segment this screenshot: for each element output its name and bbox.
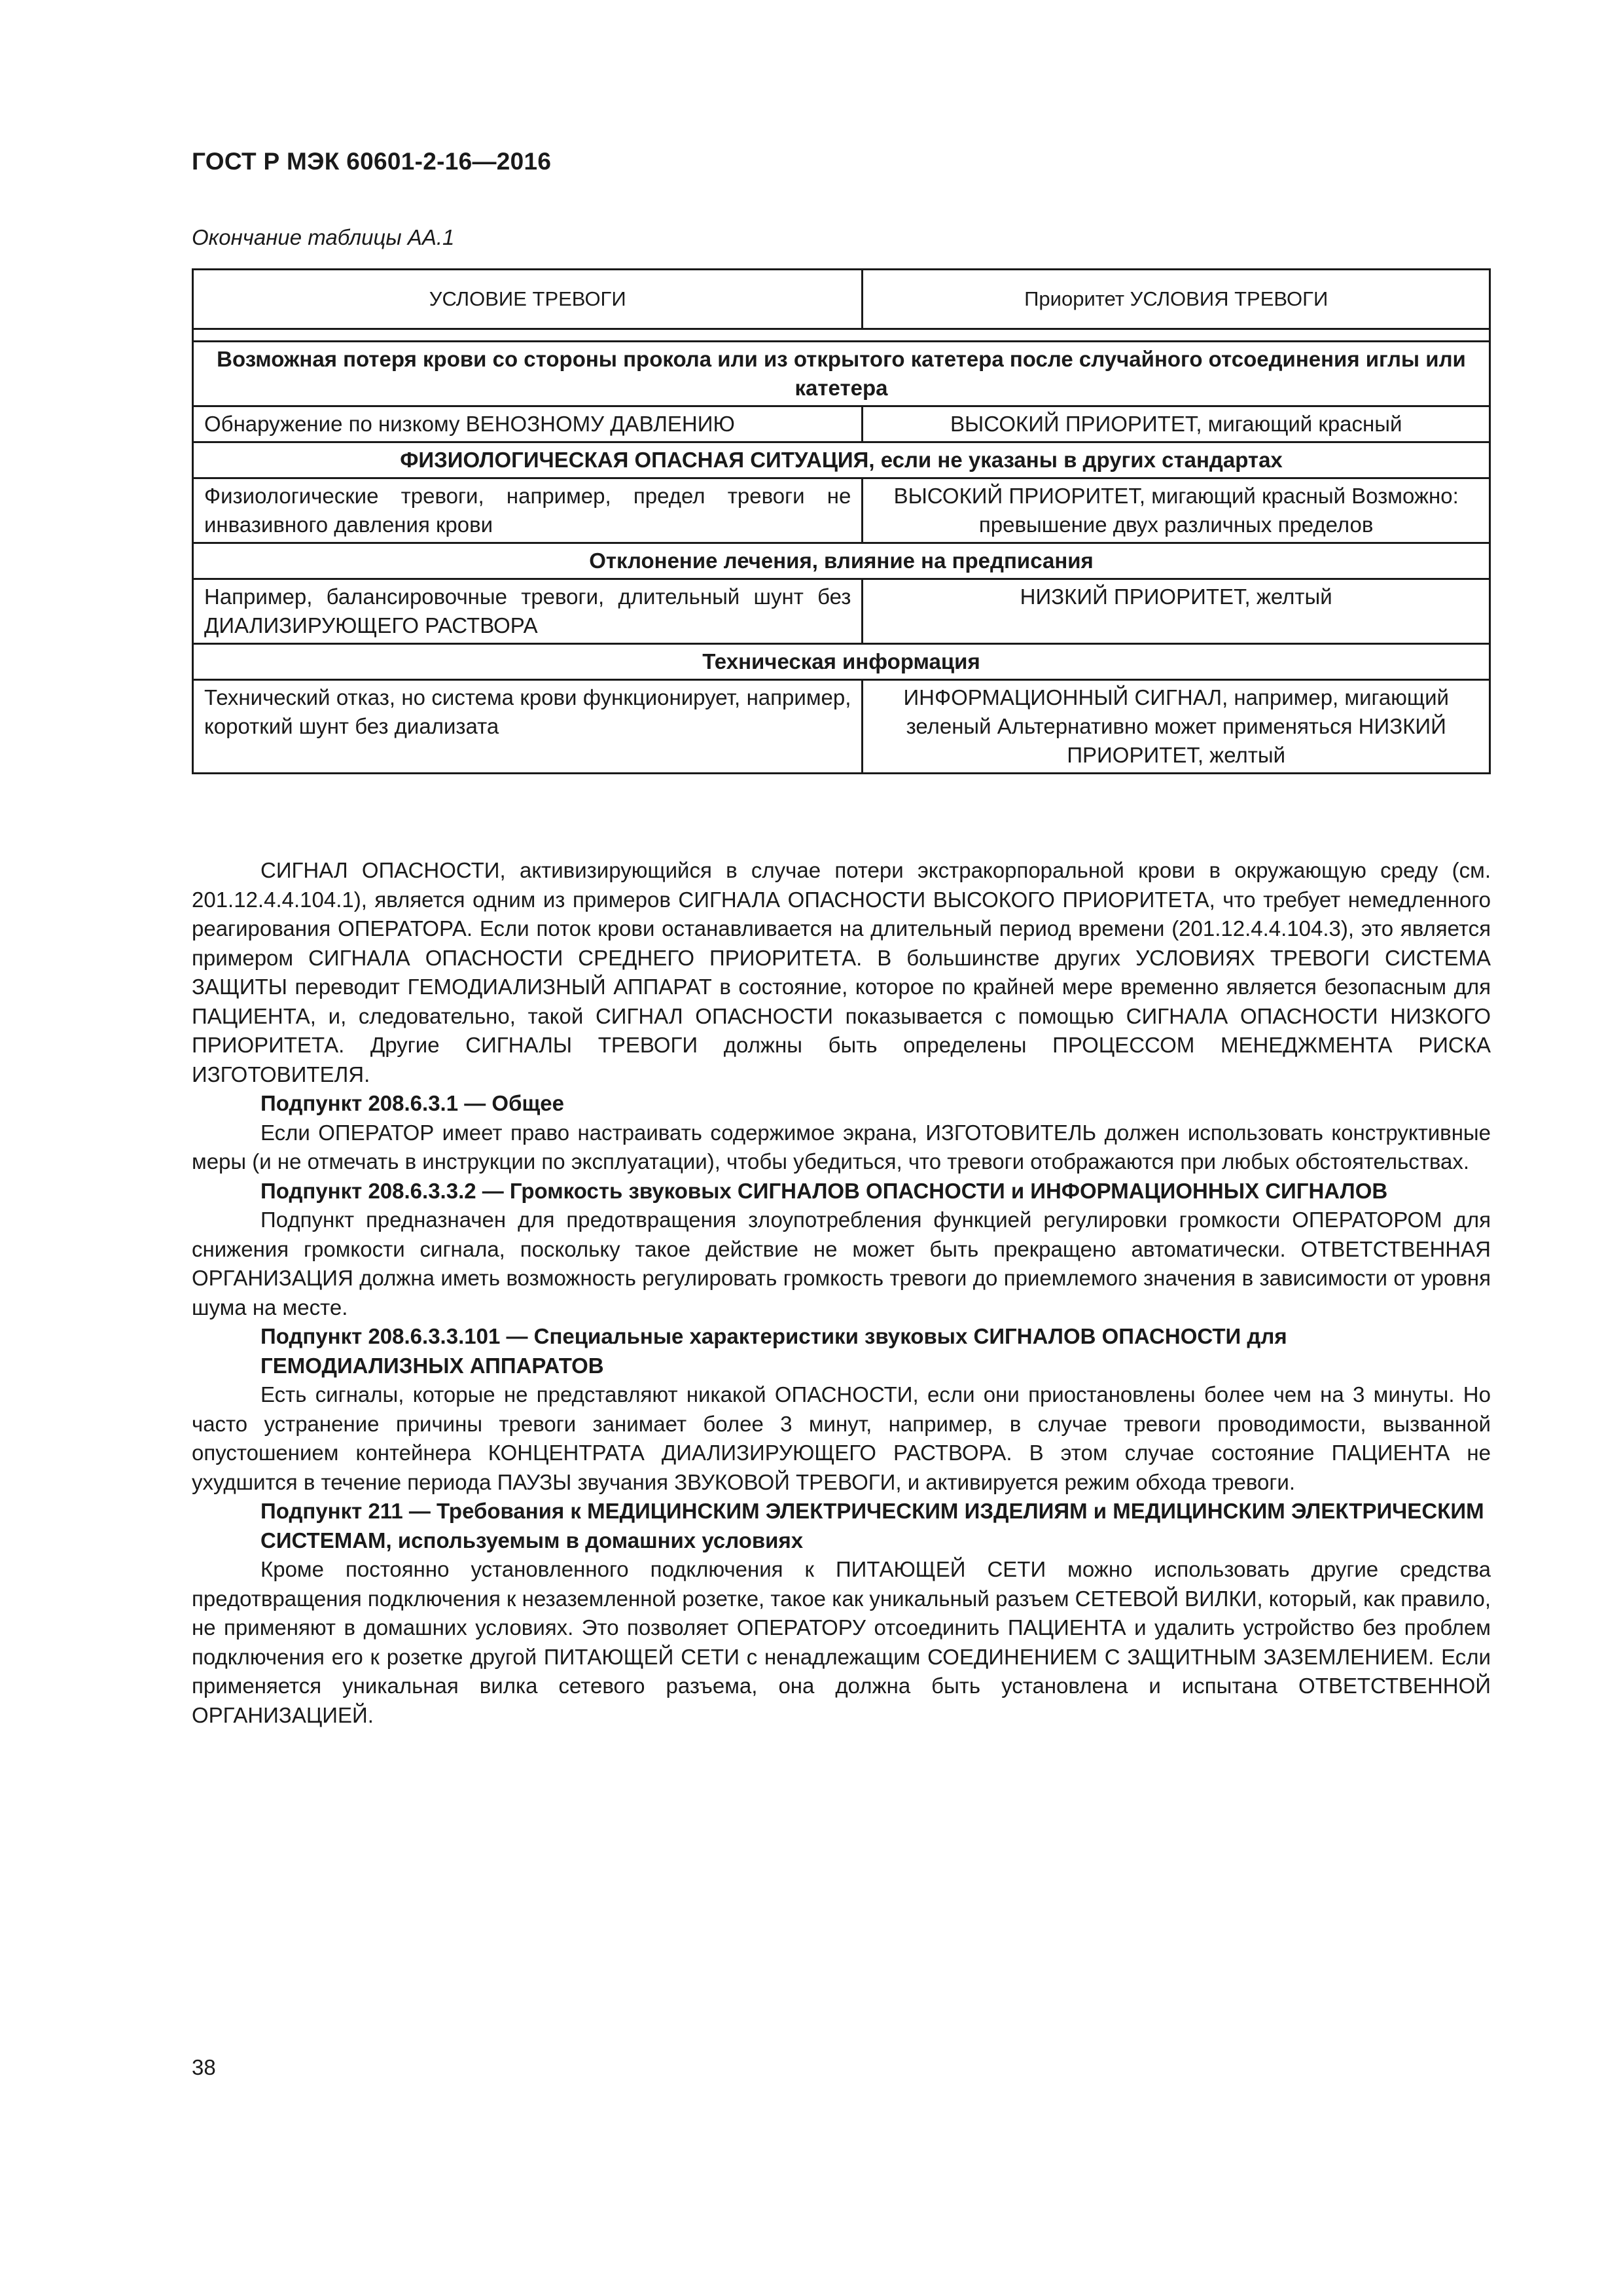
subclause-text: Есть сигналы, которые не представляют никакой ОПАСНОСТИ, если они приостановлены более чем на 3 минуты. Но часто устранение причины тревоги занимает более 3 минут, например, в случае тревоги проводимости, вызванной опустошением контейнера КОНЦЕНТРАТА ДИАЛИЗИРУЮЩЕГО РАСТВОРА. В этом случае состояние ПАЦИЕНТА не ухудшится в течение периода ПАУЗЫ звучания ЗВУКОВОЙ ТРЕВОГИ, и активируется режим обхода тревоги. xyxy=(192,1382,1491,1494)
table-row xyxy=(193,406,1490,442)
alarm-priority-table xyxy=(192,268,1491,774)
subclause-text: Если ОПЕРАТОР имеет право настраивать содержимое экрана, ИЗГОТОВИТЕЛЬ должен использовать конструктивные меры (и не отмечать в инструкции по эксплуатации), чтобы убедиться, что тревоги отображаются при любых обстоятельствах. xyxy=(192,1120,1491,1174)
condition-cell: Технический отказ, но система крови функционирует, например, короткий шунт без диализата xyxy=(193,680,863,774)
table-row xyxy=(193,680,1490,774)
col-header-condition: УСЛОВИЕ ТРЕВОГИ xyxy=(193,270,863,329)
table-section-title xyxy=(193,644,1490,680)
body-text xyxy=(192,856,1491,1730)
section-title-blood-loss: Возможная потеря крови со стороны прокола или из открытого катетера после случайного отсоединения иглы или катетера xyxy=(193,342,1490,406)
header-separator xyxy=(193,329,1490,342)
subclause-text: Подпункт предназначен для предотвращения злоупотребления функцией регулировки громкости ОПЕРАТОРОМ для снижения громкости сигнала, поскольку такое действие не может быть прекращено автоматически. ОТВЕТСТВЕННАЯ ОРГАНИЗАЦИЯ должна иметь возможность регулировать громкость тревоги до приемлемого значения в зависимости от уровня шума на месте. xyxy=(192,1208,1491,1319)
table-row xyxy=(193,478,1490,543)
section-title-treatment-deviation: Отклонение лечения, влияние на предписания xyxy=(193,543,1490,579)
subclause-text: Кроме постоянно установленного подключения к ПИТАЮЩЕЙ СЕТИ можно использовать другие средства предотвращения подключения к незаземленной розетке, такое как уникальный разъем СЕТЕВОЙ ВИЛКИ, который, как правило, не применяют в домашних условиях. Это позволяет ОПЕРАТОРУ отсоединить ПАЦИЕНТА и удалить устройство без проблем подключения его к розетке другой ПИТАЮЩЕЙ СЕТИ с ненадлежащим СОЕДИНЕНИЕМ С ЗАЩИТНЫМ ЗАЗЕМЛЕНИЕМ. Если применяется уникальная вилка сетевого разъема, она должна быть установлена и испытана ОТВЕТСТВЕННОЙ ОРГАНИЗАЦИЕЙ. xyxy=(192,1557,1491,1727)
table-section-title xyxy=(193,442,1490,478)
subclause-heading: Подпункт 211 — Требования к МЕДИЦИНСКИМ ЭЛЕКТРИЧЕСКИМ ИЗДЕЛИЯМ и МЕДИЦИНСКИМ ЭЛЕКТРИЧЕСКИМ СИСТЕМАМ, используемым в домашних условиях xyxy=(260,1499,1484,1552)
intro-paragraph: СИГНАЛ ОПАСНОСТИ, активизирующийся в случае потери экстракорпоральной крови в окружающую среду (см. 201.12.4.4.104.1), является одним из примеров СИГНАЛА ОПАСНОСТИ ВЫСОКОГО ПРИОРИТЕТА, что требует немедленного реагирования ОПЕРАТОРА. Если поток крови останавливается на длительный период времени (201.12.4.4.104.3), это является примером СИГНАЛА ОПАСНОСТИ СРЕДНЕГО ПРИОРИТЕТА. В большинстве других УСЛОВИЯХ ТРЕВОГИ СИСТЕМА ЗАЩИТЫ переводит ГЕМОДИАЛИЗНЫЙ АППАРАТ в состояние, которое по крайней мере временно является безопасным для ПАЦИЕНТА, и, следовательно, такой СИГНАЛ ОПАСНОСТИ показывается с помощью СИГНАЛА ОПАСНОСТИ НИЗКОГО ПРИОРИТЕТА. Другие СИГНАЛЫ ТРЕВОГИ должны быть определены ПРОЦЕССОМ МЕНЕДЖМЕНТА РИСКА ИЗГОТОВИТЕЛЯ. xyxy=(192,858,1491,1086)
section-title-technical: Техническая информация xyxy=(193,644,1490,680)
subclause-heading: Подпункт 208.6.3.3.101 — Специальные характеристики звуковых СИГНАЛОВ ОПАСНОСТИ для ГЕМОДИАЛИЗНЫХ АППАРАТОВ xyxy=(260,1324,1287,1378)
priority-cell: ВЫСОКИЙ ПРИОРИТЕТ, мигающий красный Возможно: превышение двух различных пределов xyxy=(863,478,1490,543)
table-section-title xyxy=(193,342,1490,406)
table-row xyxy=(193,579,1490,644)
table-section-title xyxy=(193,543,1490,579)
condition-cell: Например, балансировочные тревоги, длительный шунт без ДИАЛИЗИРУЮЩЕГО РАСТВОРА xyxy=(193,579,863,644)
priority-cell: ИНФОРМАЦИОННЫЙ СИГНАЛ, например, мигающий зеленый Альтернативно может применяться НИЗКИЙ ПРИОРИТЕТ, желтый xyxy=(863,680,1490,774)
table-caption: Окончание таблицы АА.1 xyxy=(192,225,455,249)
subclause-heading: Подпункт 208.6.3.3.2 — Громкость звуковых СИГНАЛОВ ОПАСНОСТИ и ИНФОРМАЦИОННЫХ СИГНАЛОВ xyxy=(260,1178,1388,1203)
subclause-heading: Подпункт 208.6.3.1 — Общее xyxy=(260,1091,565,1115)
page-number: 38 xyxy=(192,2055,216,2079)
condition-cell: Физиологические тревоги, например, предел тревоги не инвазивного давления крови xyxy=(193,478,863,543)
priority-cell: НИЗКИЙ ПРИОРИТЕТ, желтый xyxy=(863,579,1490,644)
document-header: ГОСТ Р МЭК 60601-2-16—2016 xyxy=(192,148,552,175)
table-header-row xyxy=(193,270,1490,329)
priority-cell: ВЫСОКИЙ ПРИОРИТЕТ, мигающий красный xyxy=(863,406,1490,442)
col-header-priority: Приоритет УСЛОВИЯ ТРЕВОГИ xyxy=(863,270,1490,329)
condition-cell: Обнаружение по низкому ВЕНОЗНОМУ ДАВЛЕНИЮ xyxy=(193,406,863,442)
section-title-physiological: ФИЗИОЛОГИЧЕСКАЯ ОПАСНАЯ СИТУАЦИЯ, если не указаны в других стандартах xyxy=(193,442,1490,478)
